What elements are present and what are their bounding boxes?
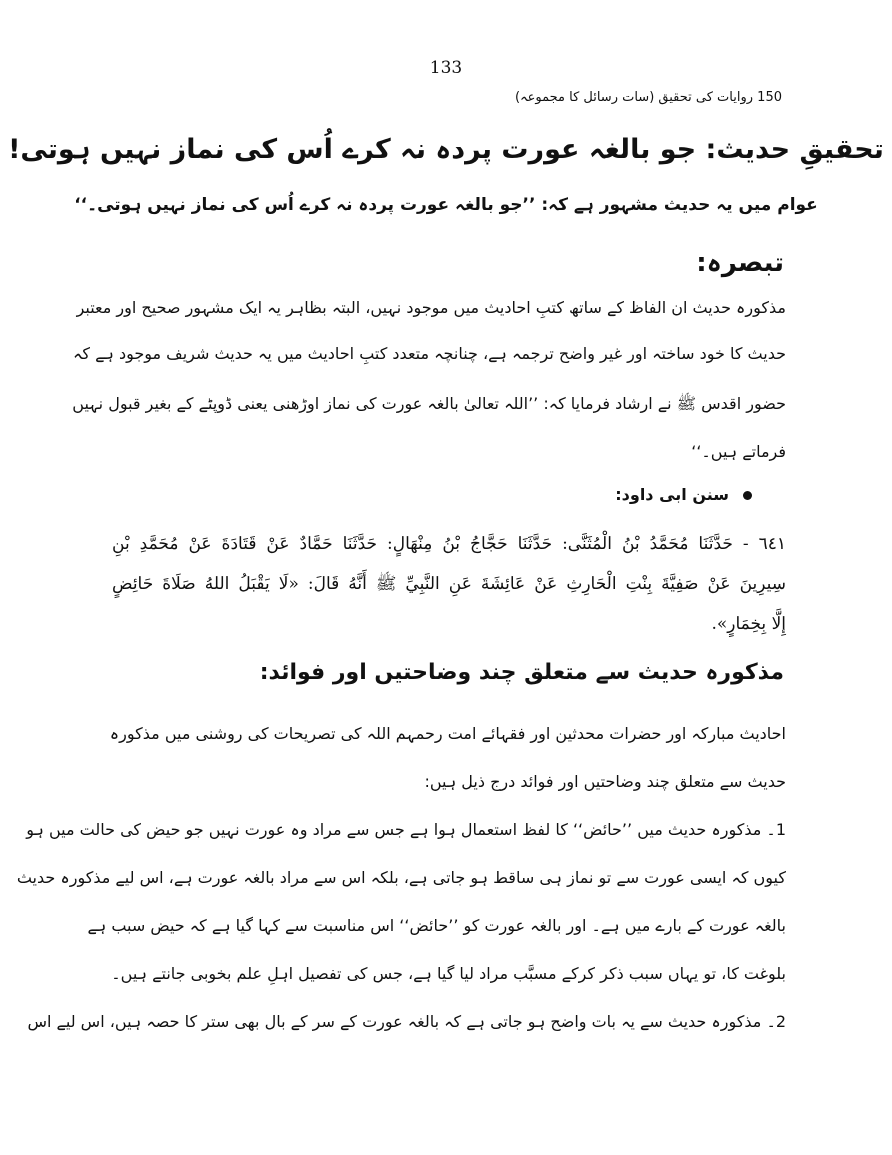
source-bullet xyxy=(615,485,752,504)
tabsira-heading: تبصرہ: xyxy=(696,248,784,278)
bullet-icon xyxy=(743,491,752,500)
point-2-line: 2۔ مذکورہ حدیث سے یہ بات واضح ہو جاتی ہے کہ بالغہ عورت کے سر کے بال بھی ستر کا حصہ ہیں، اس لیے اس xyxy=(27,1012,786,1031)
fawaid-intro-line: حدیث سے متعلق چند وضاحتیں اور فوائد درج ذیل ہیں: xyxy=(424,772,786,791)
hadith-line: ٦٤١ - حَدَّثَنَا مُحَمَّدُ بْنُ الْمُثَنَّى: حَدَّثَنَا حَجَّاجُ بْنُ مِنْهَالٍ: حَدَّثَنَا حَمَّادٌ عَنْ قَتَادَةَ عَنْ مُحَمَّدِ بْنِ xyxy=(112,534,786,554)
hadith-line: سِيرِينَ عَنْ صَفِيَّةَ بِنْتِ الْحَارِثِ عَنْ عَائِشَةَ عَنِ النَّبِيِّ ﷺ أَنَّهُ قَالَ: «لَا يَقْبَلُ اللهُ صَلَاةَ حَائِضٍ xyxy=(112,574,786,594)
tabsira-line: حدیث کا خود ساختہ اور غیر واضح ترجمہ ہے، چنانچہ متعدد کتبِ احادیث میں یہ حدیث شریف موجود ہے کہ xyxy=(73,344,786,363)
tabsira-line: مذکورہ حدیث ان الفاظ کے ساتھ کتبِ احادیث میں موجود نہیں، البتہ بظاہر یہ ایک مشہور صحیح اور معتبر xyxy=(76,298,786,317)
fawaid-intro-line: احادیث مبارکہ اور حضرات محدثین اور فقہائے امت رحمہم اللہ کی تصریحات کی روشنی میں مذکورہ xyxy=(109,724,786,743)
hadith-line: إِلَّا بِخِمَارٍ». xyxy=(711,614,786,634)
tabsira-line: فرماتے ہیں۔‘‘ xyxy=(691,442,786,461)
fawaid-heading: مذکورہ حدیث سے متعلق چند وضاحتیں اور فوائد: xyxy=(259,660,784,685)
source-label: سنن ابی داود: xyxy=(615,485,729,504)
page-subtitle: عوام میں یہ حدیث مشہور ہے کہ: ’’جو بالغہ عورت پردہ نہ کرے اُس کی نماز نہیں ہوتی۔‘‘ xyxy=(74,195,818,215)
point-1-line: بالغہ عورت کے بارے میں ہے۔ اور بالغہ عورت کو ’’حائض‘‘ اس مناسبت سے کہا گیا ہے کہ حیض سبب ہے xyxy=(87,916,786,935)
page-title: تحقیقِ حدیث: جو بالغہ عورت پردہ نہ کرے اُس کی نماز نہیں ہوتی! xyxy=(8,134,884,165)
tabsira-line: حضور اقدس ﷺ نے ارشاد فرمایا کہ: ’’اللہ تعالیٰ بالغہ عورت کی نماز اوڑھنی یعنی ڈوپٹے کے بغیر قبول نہیں xyxy=(72,394,786,413)
point-1-line: بلوغت کا، تو یہاں سبب ذکر کرکے مسبَّب مراد لیا گیا ہے، جس کی تفصیل اہلِ علم بخوبی جانتے ہیں۔ xyxy=(111,964,786,983)
point-1-line: 1۔ مذکورہ حدیث میں ’’حائض‘‘ کا لفظ استعمال ہوا ہے جس سے مراد وہ عورت نہیں جو حیض کی حالت میں ہو xyxy=(26,820,786,839)
point-1-line: کیوں کہ ایسی عورت سے تو نماز ہی ساقط ہو جاتی ہے، بلکہ اس سے مراد بالغہ عورت ہے، اس لیے مذکورہ حدیث xyxy=(16,868,786,887)
page-number: 133 xyxy=(429,58,463,78)
running-header: 150 روایات کی تحقیق (سات رسائل کا مجموعہ) xyxy=(514,90,782,105)
